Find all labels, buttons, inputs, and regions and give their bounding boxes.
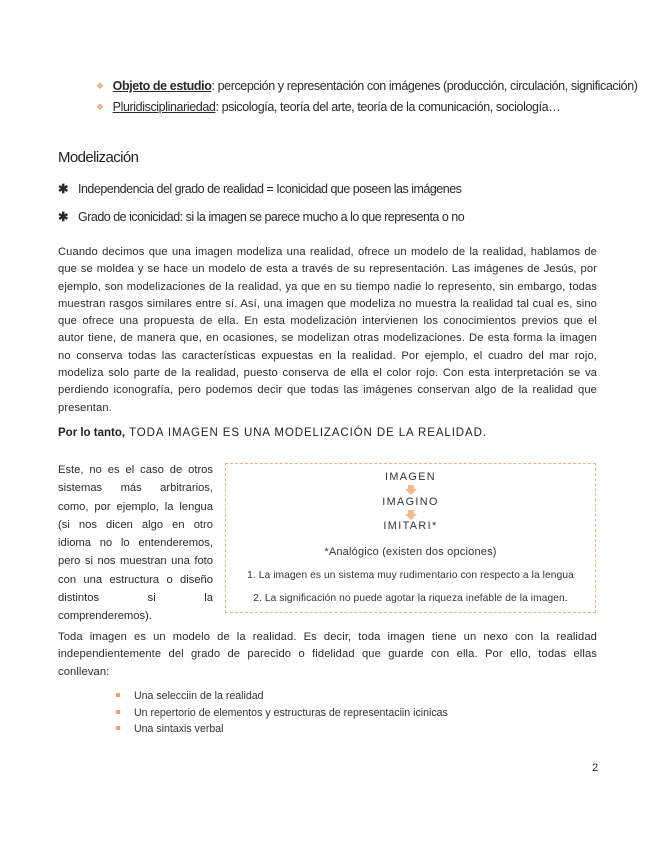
square-bullet-icon xyxy=(116,710,120,714)
paragraph-line: ejemplo, son modelizaciones de la realidad, ya que en su tiempo nadie lo represento, sin embargo, todas xyxy=(58,280,597,293)
conclusion-caps: TODA IMAGEN ES UNA MODELIZACIÓN DE LA REALIDAD. xyxy=(129,427,487,439)
paragraph-line: independientemente del grado de parecido o fidelidad que guarde con ella. Por ello, todas ellas xyxy=(58,648,597,661)
paragraph-line: autor tiene, de manera que, en ocasiones, se modelizan otras modelizaciones. De esta forma la imagen xyxy=(58,332,597,345)
paragraph-line: no conserva todas las características expuestas en la realidad. Por ejemplo, el cuadro del mar rojo, xyxy=(58,349,597,362)
side-line: (si nos dicen algo en otro xyxy=(58,518,213,531)
bullet-text: percepción y representación con imágenes (producción, circulación, significación) xyxy=(214,79,638,93)
arrow-down-icon xyxy=(405,510,417,520)
side-line: distintos si la xyxy=(58,592,213,605)
side-line: Este, no es el caso de otros xyxy=(58,464,213,476)
bullet-key: Pluridisciplinariedad xyxy=(112,100,216,114)
star-item xyxy=(58,181,461,196)
paragraph-line: presentan. xyxy=(58,401,112,414)
conclusion-line xyxy=(58,427,487,439)
paragraph-line: Cuando decimos que una imagen modeliza una realidad, ofrece un modelo de la realidad, hablamos de xyxy=(58,246,597,258)
conclusion-lead: Por lo tanto, xyxy=(58,427,126,439)
paragraph-line: Toda imagen es un modelo de la realidad. Es decir, toda imagen tiene un nexo con la realidad xyxy=(58,631,597,643)
side-line: idioma no lo entenderemos, xyxy=(58,537,213,550)
conllevan-list xyxy=(116,688,448,738)
arrow-down-icon xyxy=(405,485,417,495)
list-item-text: Un repertorio de elementos y estructuras de representaciin icinicas xyxy=(134,706,448,719)
list-item-text: Una sintaxis verbal xyxy=(134,723,224,735)
square-bullet-icon xyxy=(116,726,120,730)
diamond-bullet-icon: ❖ xyxy=(96,102,104,112)
list-item xyxy=(116,721,448,738)
paragraph-line: conllevan: xyxy=(58,665,110,678)
section-title: Modelización xyxy=(58,149,139,166)
square-bullet-icon xyxy=(116,693,120,697)
bullet-key: Objeto de estudio xyxy=(112,79,212,93)
diagram-item: 1. La imagen es un sistema muy rudimentario con respecto a la lengua xyxy=(247,570,574,581)
bullet-sep: : xyxy=(211,79,215,93)
paragraph-modelizacion xyxy=(58,244,597,417)
star-item xyxy=(58,209,464,224)
diamond-bullet-icon: ❖ xyxy=(96,81,104,91)
bullet-objeto-estudio xyxy=(96,79,638,93)
side-line: pero si nos muestran una foto xyxy=(58,555,213,568)
bullet-sep: : xyxy=(215,100,219,114)
diagram-word-imagino: IMAGINO xyxy=(382,496,439,508)
bullet-text: psicología, teoría del arte, teoría de la comunicación, sociología… xyxy=(218,100,561,114)
side-line: sistemas más arbitrarios, xyxy=(58,482,213,495)
diagram-word-imitari: IMITARI* xyxy=(383,520,438,532)
asterisk-bullet-icon: ✱ xyxy=(58,210,68,224)
page-number: 2 xyxy=(592,762,599,774)
side-line: comprenderemos). xyxy=(58,610,152,623)
etymology-diagram xyxy=(225,463,596,613)
list-item xyxy=(116,688,448,705)
diagram-item: 2. La significación no puede agotar la riqueza inefable de la imagen. xyxy=(253,593,568,604)
list-item xyxy=(116,705,448,722)
side-text xyxy=(58,461,213,626)
paragraph-line: perdiendo iconografía, pero podemos decir que todas las imágenes conservan algo de la realidad que xyxy=(58,384,597,397)
paragraph-line: muestran rasgos similares entre sí. Así, una imagen que modeliza no muestra la realidad tal cual es, sino xyxy=(58,297,597,310)
list-item-text: Una selecciin de la realidad xyxy=(134,690,264,702)
diagram-note: *Analógico (existen dos opciones) xyxy=(324,546,497,558)
diagram-word-imagen: IMAGEN xyxy=(385,471,436,483)
side-line: con una estructura o diseño xyxy=(58,573,213,586)
star-item-text: Grado de iconicidad: si la imagen se parece mucho a lo que representa o no xyxy=(78,210,465,224)
paragraph-line: que se moldea y se hace un modelo de esta a través de su representación. Las imágenes de Jesús, por xyxy=(58,263,597,276)
bullet-pluridisciplinariedad xyxy=(96,100,560,114)
paragraph-nexo xyxy=(58,629,597,681)
paragraph-line: modeliza solo parte de la realidad, puesto conserva de ella el color rojo. Con esta interpretación se va xyxy=(58,367,597,380)
side-line: como, por ejemplo, la lengua xyxy=(58,500,213,513)
paragraph-line: que ofrece una propuesta de ella. En esta modelización intervienen los conocimientos previos que el xyxy=(58,315,597,328)
star-item-text: Independencia del grado de realidad = Iconicidad que poseen las imágenes xyxy=(78,182,462,196)
asterisk-bullet-icon: ✱ xyxy=(58,182,68,196)
